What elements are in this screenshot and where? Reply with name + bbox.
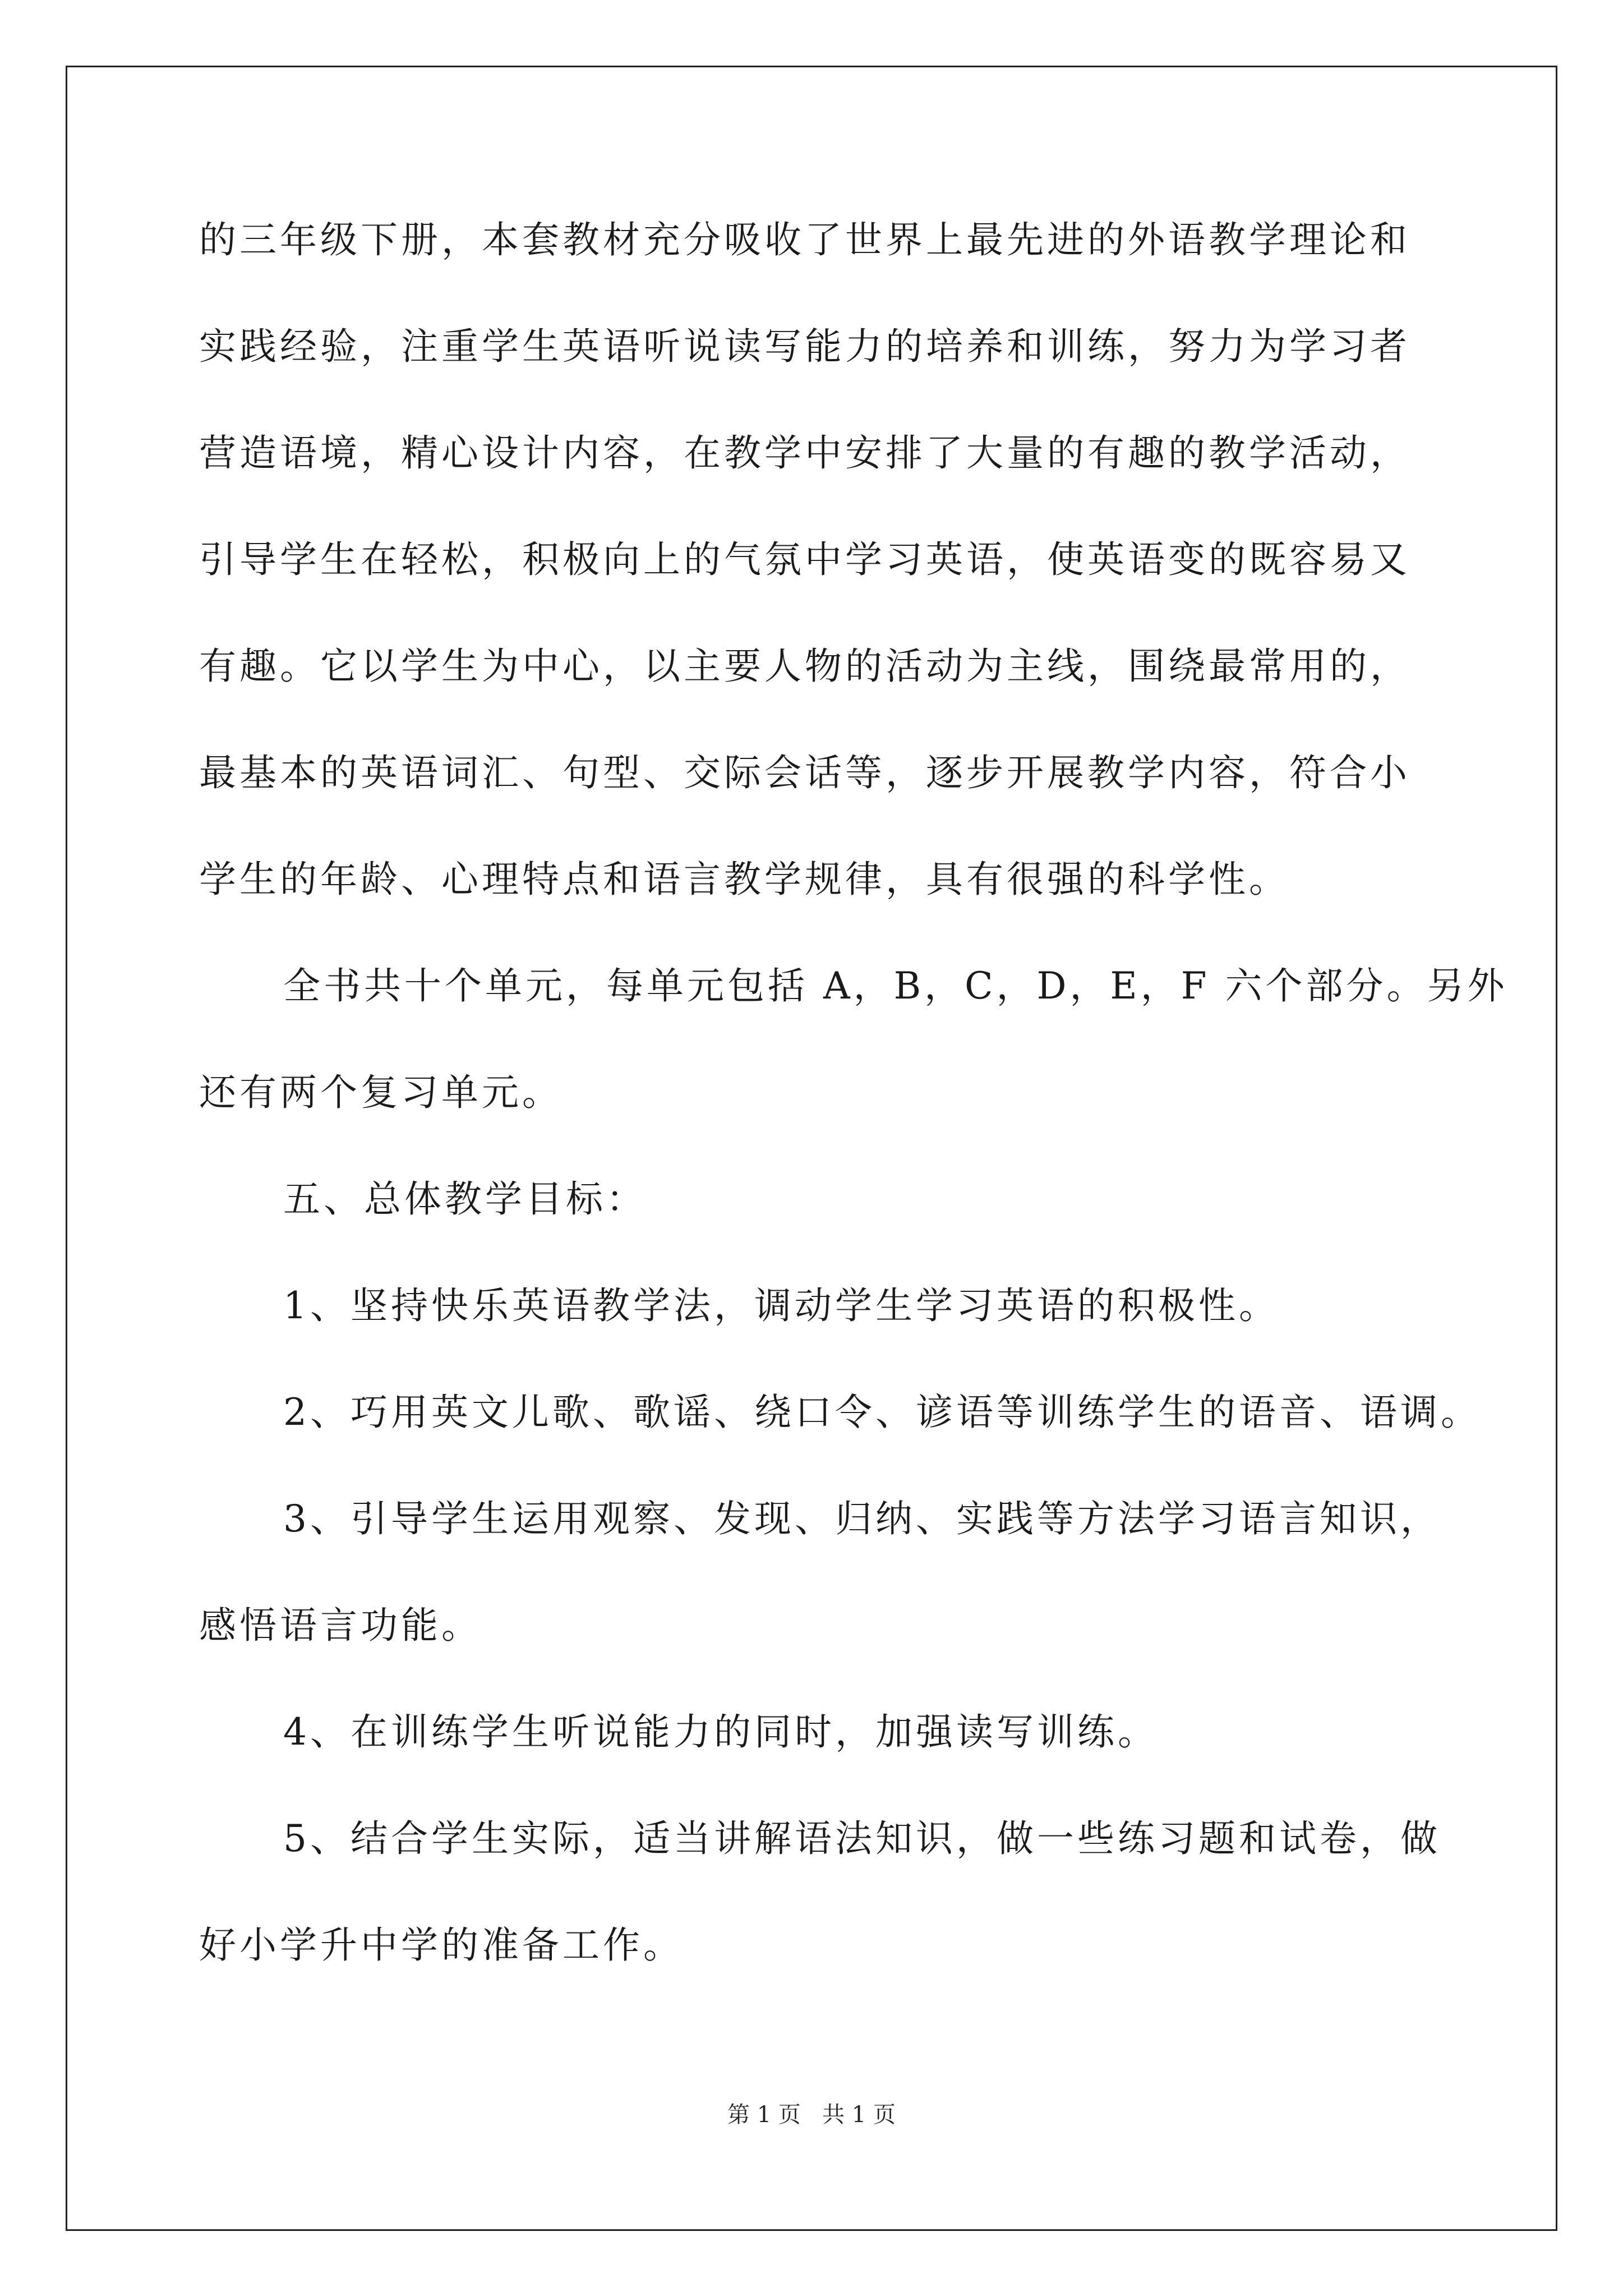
document-body [199, 216, 1508, 2028]
list-item: 3、引导学生运用观察、发现、归纳、实践等方法学习语言知识， [283, 1497, 1441, 1540]
text-line: 最基本的英语词汇、句型、交际会话等，逐步开展教学内容，符合小 [199, 751, 1410, 794]
text-line: 的三年级下册，本套教材充分吸收了世界上最先进的外语教学理论和 [199, 218, 1410, 261]
text-line: 有趣。它以学生为中心，以主要人物的活动为主线，围绕最常用的， [199, 645, 1410, 688]
text-line: 还有两个复习单元。 [199, 1071, 562, 1114]
text-line: 实践经验，注重学生英语听说读写能力的培养和训练，努力为学习者 [199, 325, 1410, 368]
list-item: 5、结合学生实际，适当讲解语法知识，做一些练习题和试卷，做 [283, 1817, 1441, 1860]
page-footer [0, 2101, 1623, 2129]
text-line: 学生的年龄、心理特点和语言教学规律，具有很强的科学性。 [199, 858, 1289, 901]
list-item: 1、坚持快乐英语教学法，调动学生学习英语的积极性。 [283, 1284, 1279, 1327]
list-item: 2、巧用英文儿歌、歌谣、绕口令、谚语等训练学生的语音、语调。 [283, 1391, 1481, 1434]
text-line: 营造语境，精心设计内容，在教学中安排了大量的有趣的教学活动， [199, 431, 1410, 475]
text-line: 全书共十个单元，每单元包括 A，B，C，D，E，F 六个部分。另外 [283, 964, 1508, 1007]
page-total: 共 1 页 [822, 2102, 896, 2128]
list-item: 4、在训练学生听说能力的同时，加强读写训练。 [283, 1710, 1158, 1754]
page-number: 第 1 页 [727, 2102, 801, 2128]
text-line: 好小学升中学的准备工作。 [199, 1924, 684, 1967]
section-heading: 五、总体教学目标： [283, 1177, 647, 1221]
text-line: 感悟语言功能。 [199, 1604, 482, 1647]
text-line: 引导学生在轻松，积极向上的气氛中学习英语，使英语变的既容易又 [199, 538, 1410, 581]
